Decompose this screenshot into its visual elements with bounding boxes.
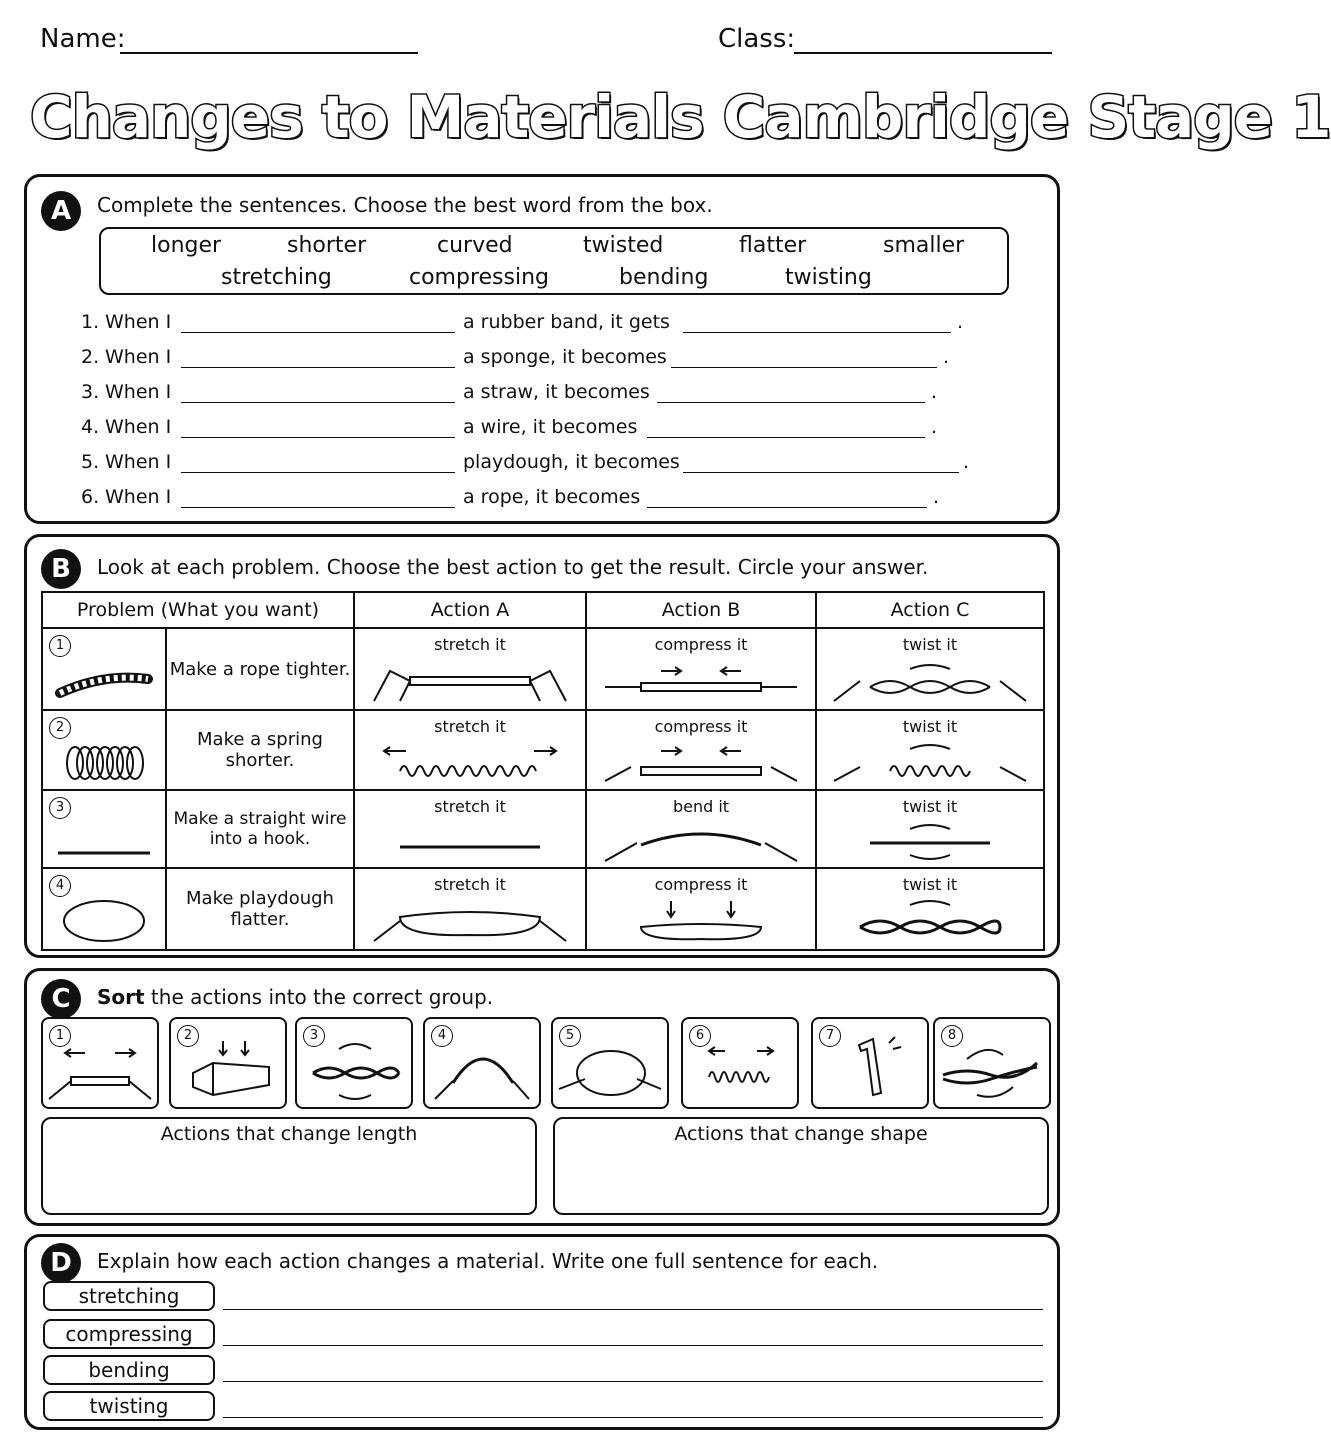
worksheet-title: Changes to Materials Cambridge Stage 1 — [30, 83, 1331, 151]
word-bank-item: smaller — [883, 233, 965, 258]
sentence-num: 3. — [81, 381, 100, 403]
sentence-end: . — [931, 416, 938, 438]
twist-rope-icon — [299, 1039, 409, 1103]
row-number: 4 — [49, 875, 71, 897]
sentence-start: When I — [105, 416, 172, 438]
row-number: 2 — [49, 717, 71, 739]
action-card-6[interactable] — [681, 1017, 799, 1109]
bend-wire-icon — [427, 1039, 537, 1103]
card-number: 2 — [177, 1025, 199, 1047]
action-card-7[interactable] — [811, 1017, 929, 1109]
answer-blank[interactable] — [181, 402, 455, 403]
action-a-cell[interactable] — [354, 628, 586, 710]
bend-wire-icon — [601, 819, 801, 863]
section-d — [24, 1234, 1060, 1430]
problem-text: Make a rope tighter. — [166, 628, 354, 710]
name-field[interactable] — [120, 52, 418, 54]
action-caption: twist it — [902, 875, 958, 894]
class-field[interactable] — [794, 52, 1052, 54]
straight-wire-icon — [54, 833, 154, 863]
header-action-b: Action B — [586, 592, 816, 628]
answer-blank[interactable] — [181, 472, 455, 473]
card-number: 6 — [689, 1025, 711, 1047]
sentence-num: 5. — [81, 451, 100, 473]
playdough-icon — [59, 895, 149, 945]
compress-playdough-icon — [601, 897, 801, 945]
action-caption: stretch it — [434, 717, 506, 736]
action-a-cell[interactable] — [354, 790, 586, 868]
section-b — [24, 534, 1060, 958]
action-b-cell[interactable] — [586, 628, 816, 710]
word-bank-item: flatter — [739, 233, 807, 258]
card-number: 7 — [819, 1025, 841, 1047]
section-a-badge: A — [41, 191, 81, 231]
sentence-num: 4. — [81, 416, 100, 438]
problem-picture — [42, 628, 166, 710]
action-c-cell[interactable] — [816, 868, 1044, 950]
answer-blank[interactable] — [647, 437, 925, 438]
sentence-start: When I — [105, 311, 172, 333]
stretch-wire-icon — [370, 827, 570, 863]
action-c-cell[interactable] — [816, 710, 1044, 790]
header-action-c: Action C — [816, 592, 1044, 628]
word-bank-item: compressing — [409, 265, 549, 290]
answer-blank[interactable] — [181, 367, 455, 368]
compress-spring-icon — [601, 741, 801, 785]
sentence-middle: a wire, it becomes — [463, 416, 638, 438]
action-caption: stretch it — [434, 875, 506, 894]
rope-icon — [54, 665, 154, 705]
section-a-instruction: Complete the sentences. Choose the best word from the box. — [97, 193, 713, 217]
card-number: 4 — [431, 1025, 453, 1047]
action-caption: twist it — [902, 635, 958, 654]
action-b-cell[interactable] — [586, 868, 816, 950]
answer-line[interactable] — [223, 1417, 1043, 1418]
twist-wire-icon — [830, 819, 1030, 863]
sentence-middle: a sponge, it becomes — [463, 346, 667, 368]
card-number: 1 — [49, 1025, 71, 1047]
group-title: Actions that change shape — [674, 1123, 928, 1145]
word-bank — [99, 227, 1009, 295]
sentence-start: When I — [105, 451, 172, 473]
stretch-rope-icon — [370, 661, 570, 705]
sentence-start: When I — [105, 486, 172, 508]
section-d-instruction: Explain how each action changes a material. Write one full sentence for each. — [97, 1249, 879, 1273]
action-caption: compress it — [654, 875, 748, 894]
compress-sponge-icon — [173, 1039, 283, 1103]
stretch-band-icon — [45, 1043, 155, 1103]
sentence-num: 2. — [81, 346, 100, 368]
sentence-middle: a rope, it becomes — [463, 486, 641, 508]
action-card-8[interactable] — [933, 1017, 1051, 1109]
sentence-start: When I — [105, 346, 172, 368]
sentence-num: 1. — [81, 311, 100, 333]
sentence-middle: playdough, it becomes — [463, 451, 680, 473]
compress-rope-icon — [601, 661, 801, 705]
twist-rope-icon — [830, 661, 1030, 705]
sentence-end: . — [943, 346, 950, 368]
word-bank-item: longer — [151, 233, 222, 258]
instruction-rest: the actions into the correct group. — [144, 985, 494, 1009]
row-number: 3 — [49, 797, 71, 819]
sentence-end: . — [957, 311, 964, 333]
section-a — [24, 174, 1060, 524]
group-title: Actions that change length — [160, 1123, 418, 1145]
word-bank-item: shorter — [287, 233, 367, 258]
header-problem: Problem (What you want) — [42, 592, 354, 628]
sentence-middle: a rubber band, it gets — [463, 311, 670, 333]
action-a-cell[interactable] — [354, 710, 586, 790]
answer-line[interactable] — [223, 1345, 1043, 1346]
sentence-end: . — [963, 451, 970, 473]
stretch-spring-icon — [370, 741, 570, 785]
answer-blank[interactable] — [683, 332, 951, 333]
squash-playdough-icon — [555, 1039, 665, 1103]
problem-text: Make a straight wire into a hook. — [166, 790, 354, 868]
action-a-cell[interactable] — [354, 868, 586, 950]
action-b-cell[interactable] — [586, 790, 816, 868]
action-card-5[interactable] — [551, 1017, 669, 1109]
answer-blank[interactable] — [181, 507, 455, 508]
label-compressing: compressing — [43, 1319, 215, 1349]
section-b-instruction: Look at each problem. Choose the best action to get the result. Circle your answer. — [97, 555, 929, 579]
label-twisting: twisting — [43, 1391, 215, 1421]
problem-picture — [42, 790, 166, 868]
answer-blank[interactable] — [657, 402, 925, 403]
name-label: Name: — [40, 24, 126, 54]
instruction-bold: Sort — [97, 985, 145, 1009]
stretch-spring-icon — [685, 1039, 795, 1103]
label-bending: bending — [43, 1355, 215, 1385]
word-bank-item: bending — [619, 265, 709, 290]
action-caption: twist it — [902, 797, 958, 816]
action-c-cell[interactable] — [816, 628, 1044, 710]
card-number: 8 — [941, 1025, 963, 1047]
twist-rope-icon — [937, 1039, 1047, 1103]
sentence-num: 6. — [81, 486, 100, 508]
action-caption: stretch it — [434, 797, 506, 816]
stretch-playdough-icon — [370, 897, 570, 945]
row-number: 1 — [49, 635, 71, 657]
section-c-badge: C — [41, 979, 81, 1019]
section-d-badge: D — [41, 1243, 81, 1283]
card-number: 5 — [559, 1025, 581, 1047]
word-bank-item: curved — [437, 233, 513, 258]
answer-line[interactable] — [223, 1381, 1043, 1382]
word-bank-item: stretching — [221, 265, 332, 290]
answer-blank[interactable] — [181, 332, 455, 333]
problem-table — [41, 591, 1045, 951]
sentence-start: When I — [105, 381, 172, 403]
answer-blank[interactable] — [671, 367, 937, 368]
twist-spring-icon — [830, 741, 1030, 785]
action-card-4[interactable] — [423, 1017, 541, 1109]
spring-icon — [59, 741, 149, 785]
label-stretching: stretching — [43, 1281, 215, 1311]
action-card-1[interactable] — [41, 1017, 159, 1109]
action-caption: twist it — [902, 717, 958, 736]
sentence-end: . — [933, 486, 940, 508]
answer-line[interactable] — [223, 1309, 1043, 1310]
section-b-badge: B — [41, 549, 81, 589]
section-c-instruction — [97, 985, 493, 1009]
group-change-length[interactable] — [41, 1117, 537, 1215]
word-bank-item: twisted — [583, 233, 664, 258]
answer-blank[interactable] — [647, 507, 927, 508]
action-caption: bend it — [672, 797, 730, 816]
card-number: 3 — [303, 1025, 325, 1047]
bent-straw-icon — [815, 1033, 925, 1103]
problem-text: Make playdough flatter. — [166, 868, 354, 950]
header-action-a: Action A — [354, 592, 586, 628]
section-c — [24, 968, 1060, 1226]
twist-playdough-icon — [830, 897, 1030, 945]
action-card-3[interactable] — [295, 1017, 413, 1109]
action-b-cell[interactable] — [586, 710, 816, 790]
answer-blank[interactable] — [181, 437, 455, 438]
answer-blank[interactable] — [683, 472, 959, 473]
class-label: Class: — [718, 24, 796, 54]
action-caption: compress it — [654, 717, 748, 736]
group-change-shape[interactable] — [553, 1117, 1049, 1215]
action-card-2[interactable] — [169, 1017, 287, 1109]
action-caption: stretch it — [434, 635, 506, 654]
action-c-cell[interactable] — [816, 790, 1044, 868]
problem-picture — [42, 710, 166, 790]
sentence-middle: a straw, it becomes — [463, 381, 650, 403]
problem-picture — [42, 868, 166, 950]
action-caption: compress it — [654, 635, 748, 654]
word-bank-item: twisting — [785, 265, 872, 290]
problem-text: Make a spring shorter. — [166, 710, 354, 790]
sentence-end: . — [931, 381, 938, 403]
